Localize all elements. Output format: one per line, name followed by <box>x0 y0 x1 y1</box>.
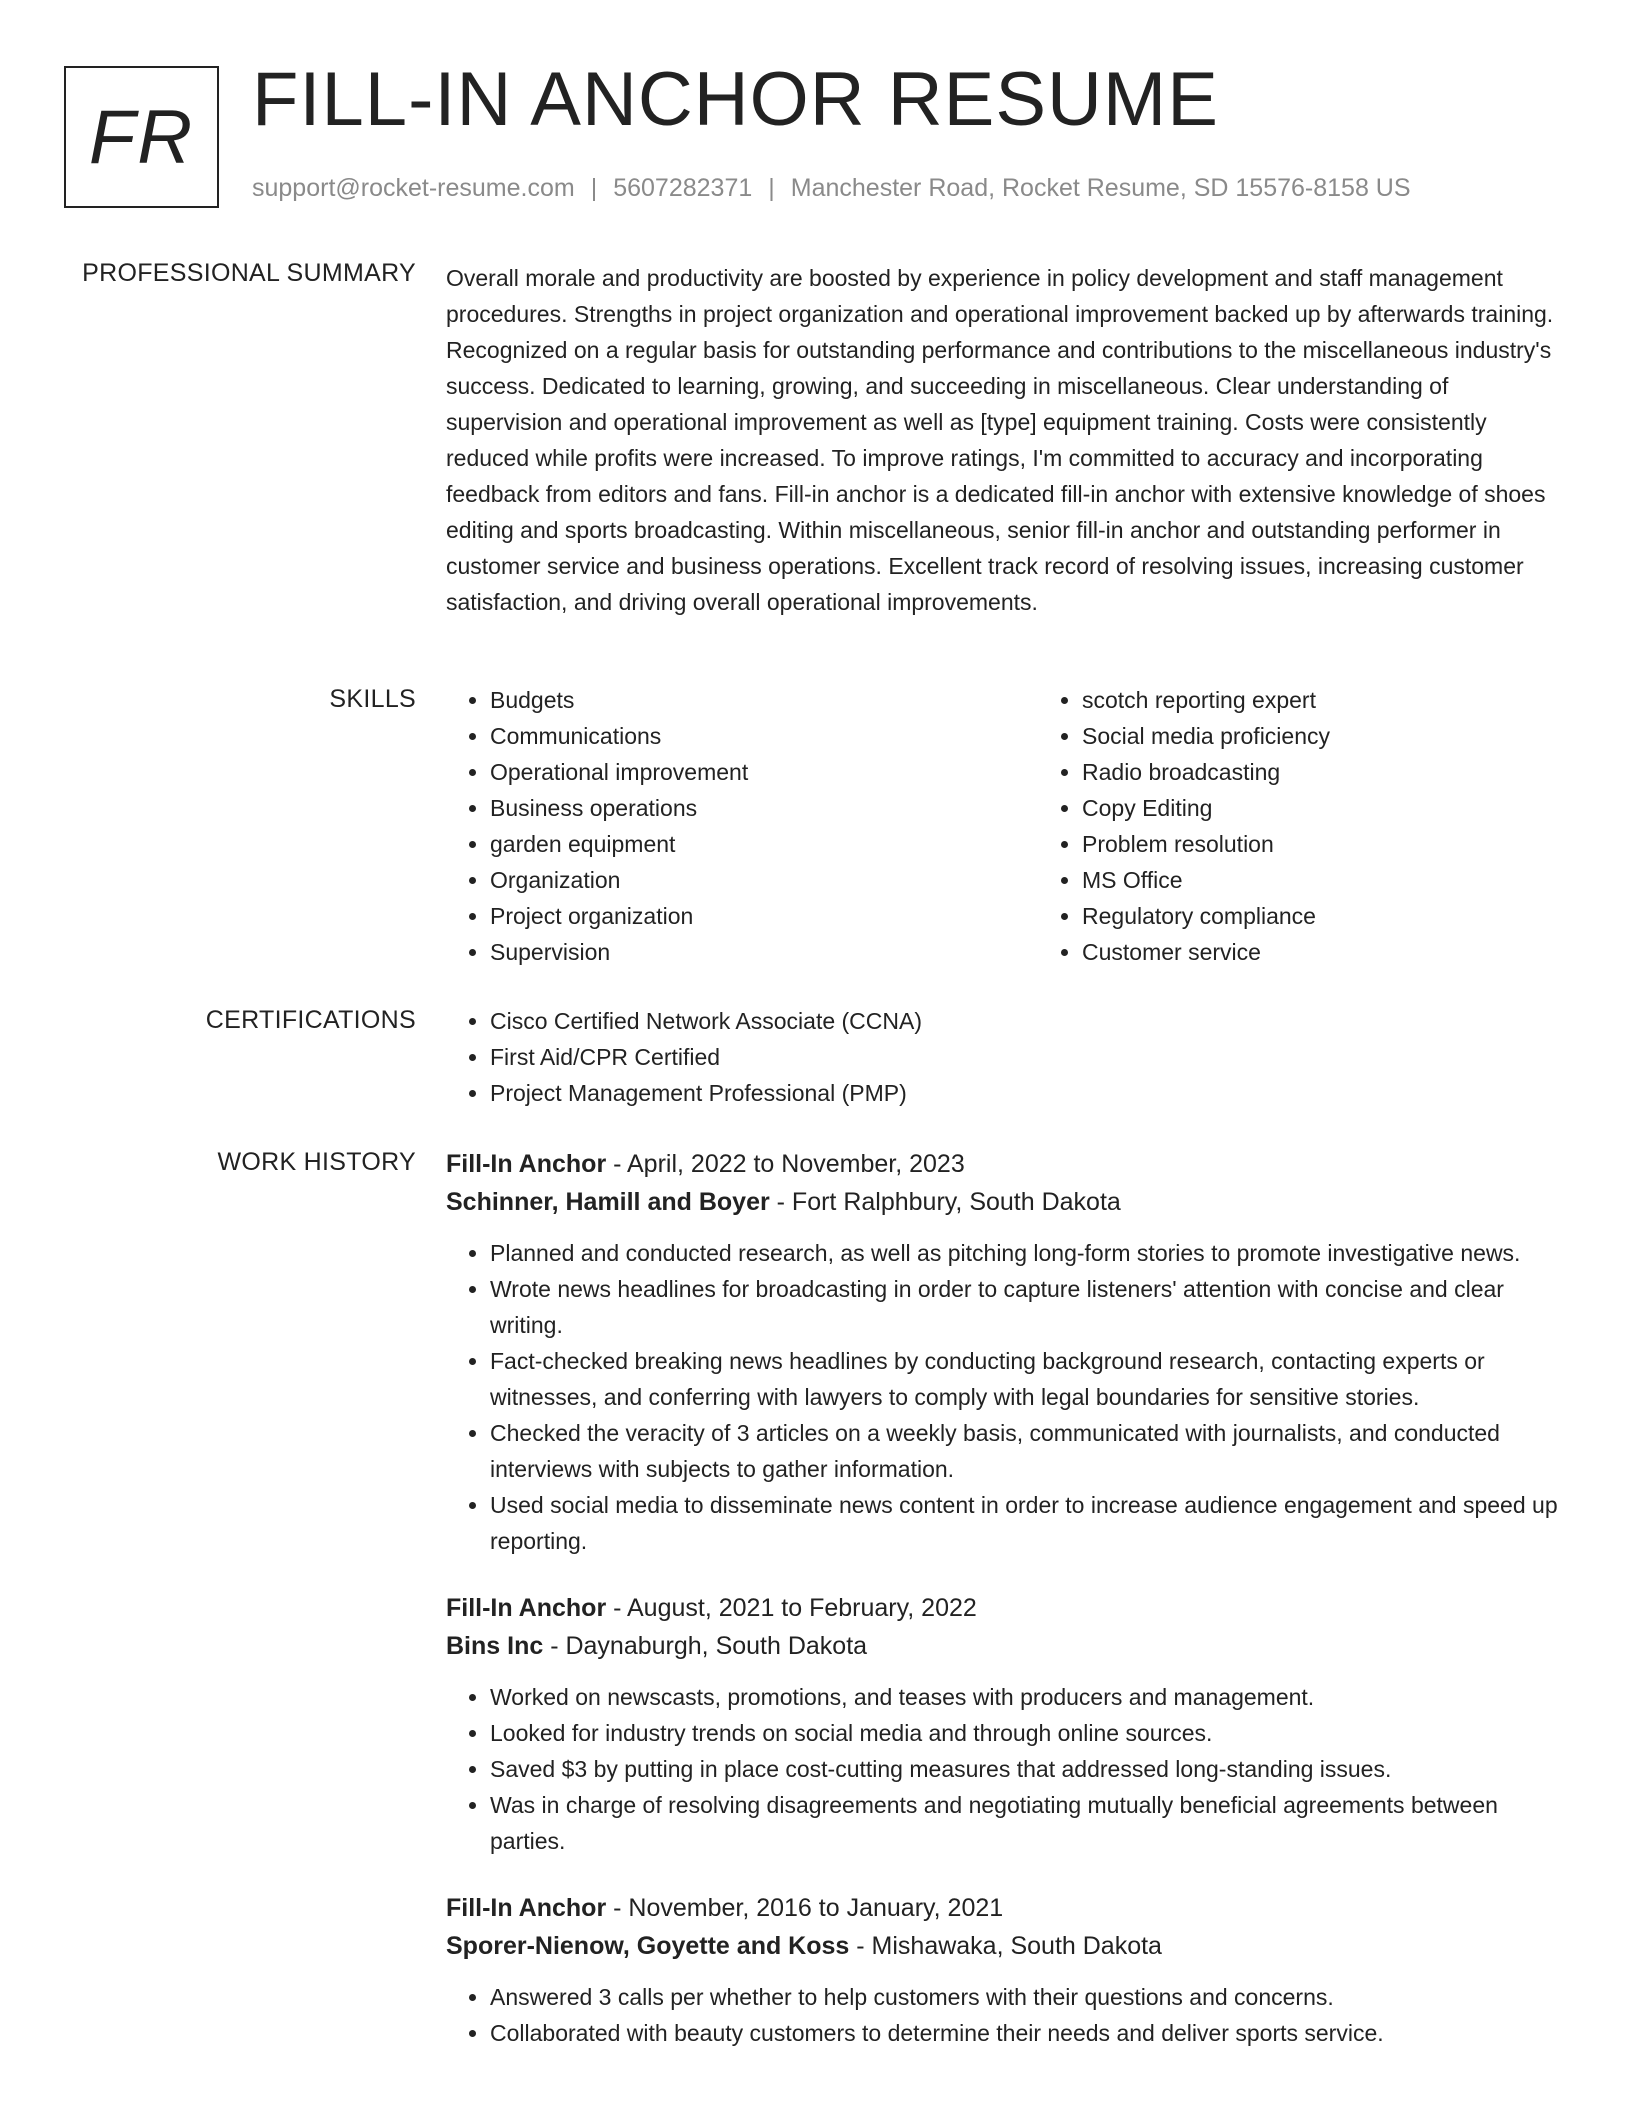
contact-separator: | <box>590 174 598 202</box>
certification-item: • Project Management Professional (PMP) <box>490 1075 1566 1111</box>
job-entry <box>446 1145 1566 1559</box>
skill-item: • Communications <box>490 718 1038 754</box>
job-company: Sporer-Nienow, Goyette and Koss <box>446 1932 850 1960</box>
job-title-line <box>446 1589 1566 1627</box>
certification-item: • First Aid/CPR Certified <box>490 1039 1566 1075</box>
work-history-heading: WORK HISTORY <box>217 1148 416 1176</box>
job-title: Fill-In Anchor <box>446 1894 607 1922</box>
skill-item: • Customer service <box>1082 934 1630 970</box>
job-location: - Daynaburgh, South Dakota <box>543 1632 868 1660</box>
job-duty: • Worked on newscasts, promotions, and teases with producers and management. <box>490 1679 1566 1715</box>
summary-body <box>446 260 1566 620</box>
certification-item: • Cisco Certified Network Associate (CCNA) <box>490 1003 1566 1039</box>
job-duties-list <box>446 1679 1566 1859</box>
job-company: Schinner, Hamill and Boyer <box>446 1188 770 1216</box>
job-dates: - April, 2022 to November, 2023 <box>606 1150 965 1178</box>
skill-item: • Radio broadcasting <box>1082 754 1630 790</box>
job-duty: • Collaborated with beauty customers to determine their needs and deliver sports service. <box>490 2015 1566 2051</box>
job-duty: • Was in charge of resolving disagreements and negotiating mutually beneficial agreements between parties. <box>490 1787 1566 1859</box>
job-dates: - August, 2021 to February, 2022 <box>606 1594 977 1622</box>
monogram-logo: FR <box>64 66 219 208</box>
job-duty: • Saved $3 by putting in place cost-cutting measures that addressed long-standing issues. <box>490 1751 1566 1787</box>
skill-item: • scotch reporting expert <box>1082 682 1630 718</box>
job-duty: • Looked for industry trends on social media and through online sources. <box>490 1715 1566 1751</box>
certifications-list <box>446 1003 1566 1111</box>
skill-item: • Regulatory compliance <box>1082 898 1630 934</box>
work-history-body <box>446 1145 1566 2081</box>
job-duty: • Answered 3 calls per whether to help customers with their questions and concerns. <box>490 1979 1566 2015</box>
contact-phone[interactable]: 5607282371 <box>613 174 753 202</box>
job-duty: • Fact-checked breaking news headlines by conducting background research, contacting experts or witnesses, and conferring with lawyers to comply with legal boundaries for sensitive stories. <box>490 1343 1566 1415</box>
skill-item: • Copy Editing <box>1082 790 1630 826</box>
skill-item: • MS Office <box>1082 862 1630 898</box>
job-dates: - November, 2016 to January, 2021 <box>606 1894 1004 1922</box>
skill-item: • garden equipment <box>490 826 1038 862</box>
job-entry <box>446 1889 1566 2051</box>
skills-body <box>446 682 1566 970</box>
skill-item: • Project organization <box>490 898 1038 934</box>
job-duties-list <box>446 1235 1566 1559</box>
summary-text: Overall morale and productivity are boosted by experience in policy development and staff management procedures. Strengths in project organization and operational improvement backed up by afterwards training. Recognized on a regular basis for outstanding performance and contributions to the miscellaneous industry's success. Dedicated to learning, growing, and succeeding in miscellaneous. Clear understanding of supervision and operational improvement as well as [type] equipment training. Costs were consistently reduced while profits were increased. To improve ratings, I'm committed to accuracy and incorporating feedback from editors and fans. Fill-in anchor is a dedicated fill-in anchor with extensive knowledge of shoes editing and sports broadcasting. Within miscellaneous, senior fill-in anchor and outstanding performer in customer service and business operations. Excellent track record of resolving issues, increasing customer satisfaction, and driving overall operational improvements. <box>446 265 1554 615</box>
skill-item: • Problem resolution <box>1082 826 1630 862</box>
skill-item: • Supervision <box>490 934 1038 970</box>
job-entry <box>446 1589 1566 1859</box>
resume-title: FILL-IN ANCHOR RESUME <box>252 57 1219 142</box>
job-company: Bins Inc <box>446 1632 544 1660</box>
skills-heading: SKILLS <box>329 685 416 713</box>
job-duty: • Checked the veracity of 3 articles on a weekly basis, communicated with journalists, and conducted interviews with subjects to gather information. <box>490 1415 1566 1487</box>
job-location: - Mishawaka, South Dakota <box>849 1932 1162 1960</box>
job-title-line <box>446 1889 1566 1927</box>
job-company-line <box>446 1927 1566 1965</box>
job-title: Fill-In Anchor <box>446 1150 607 1178</box>
job-duties-list <box>446 1979 1566 2051</box>
job-company-line <box>446 1627 1566 1665</box>
job-title: Fill-In Anchor <box>446 1594 607 1622</box>
job-company-line <box>446 1183 1566 1221</box>
certifications-heading: CERTIFICATIONS <box>205 1006 416 1034</box>
contact-separator: | <box>768 174 775 202</box>
skill-item: • Budgets <box>490 682 1038 718</box>
job-duty: • Used social media to disseminate news content in order to increase audience engagement and speed up reporting. <box>490 1487 1566 1559</box>
skills-list-left <box>446 682 1038 970</box>
contact-address: Manchester Road, Rocket Resume, SD 15576-8158 US <box>790 174 1411 202</box>
job-duty: • Wrote news headlines for broadcasting in order to capture listeners' attention with concise and clear writing. <box>490 1271 1566 1343</box>
job-location: - Fort Ralphbury, South Dakota <box>769 1188 1121 1216</box>
skills-list-right <box>1038 682 1630 970</box>
summary-heading: PROFESSIONAL SUMMARY <box>82 259 416 287</box>
job-duty: • Planned and conducted research, as well as pitching long-form stories to promote investigative news. <box>490 1235 1566 1271</box>
contact-line <box>252 174 1411 203</box>
job-title-line <box>446 1145 1566 1183</box>
skill-item: • Operational improvement <box>490 754 1038 790</box>
contact-email[interactable]: support@rocket-resume.com <box>252 174 575 202</box>
certifications-body <box>446 1003 1566 1111</box>
skill-item: • Organization <box>490 862 1038 898</box>
skill-item: • Social media proficiency <box>1082 718 1630 754</box>
skill-item: • Business operations <box>490 790 1038 826</box>
